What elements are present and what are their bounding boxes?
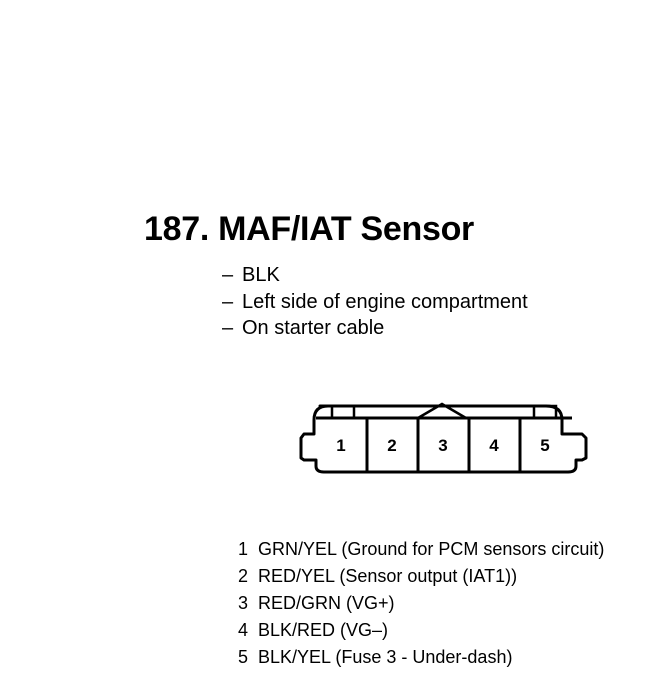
- pinout-item: [238, 536, 604, 563]
- pinout-item: [238, 563, 604, 590]
- pinout-item: [238, 644, 604, 671]
- pin-label: 4: [489, 436, 499, 455]
- detail-text: BLK: [242, 264, 280, 286]
- pinout-item: [238, 590, 604, 617]
- connector-details: [222, 262, 528, 342]
- pin-number: 3: [238, 593, 249, 613]
- page-title: 187. MAF/IAT Sensor: [144, 210, 474, 248]
- pin-label: 5: [540, 436, 550, 455]
- pin-description: RED/YEL (Sensor output (IAT1)): [258, 566, 518, 586]
- pin-description: GRN/YEL (Ground for PCM sensors circuit): [258, 539, 605, 559]
- pin-description: BLK/RED (VG–): [258, 620, 389, 640]
- pin-label: 3: [438, 436, 448, 455]
- pin-label: 2: [387, 436, 397, 455]
- dash: –: [222, 264, 234, 286]
- dash: –: [222, 290, 234, 313]
- pin-label: 1: [336, 436, 346, 455]
- detail-text: On starter cable: [242, 317, 385, 339]
- detail-mounting: [222, 315, 528, 342]
- dash: –: [222, 317, 234, 339]
- pin-description: RED/GRN (VG+): [258, 593, 395, 613]
- pin-description: BLK/YEL (Fuse 3 - Under-dash): [258, 647, 513, 667]
- pinout-item: [238, 617, 604, 644]
- detail-location: [222, 289, 528, 316]
- pin-number: 1: [238, 539, 249, 559]
- left-latch: [332, 406, 354, 418]
- pinout-list: [238, 536, 604, 671]
- detail-text: Left side of engine compartment: [242, 290, 528, 313]
- connector-diagram: [296, 400, 592, 476]
- detail-color: [222, 262, 528, 289]
- pin-number: 4: [238, 620, 249, 640]
- pin-number: 2: [238, 566, 249, 586]
- pin-number: 5: [238, 647, 249, 667]
